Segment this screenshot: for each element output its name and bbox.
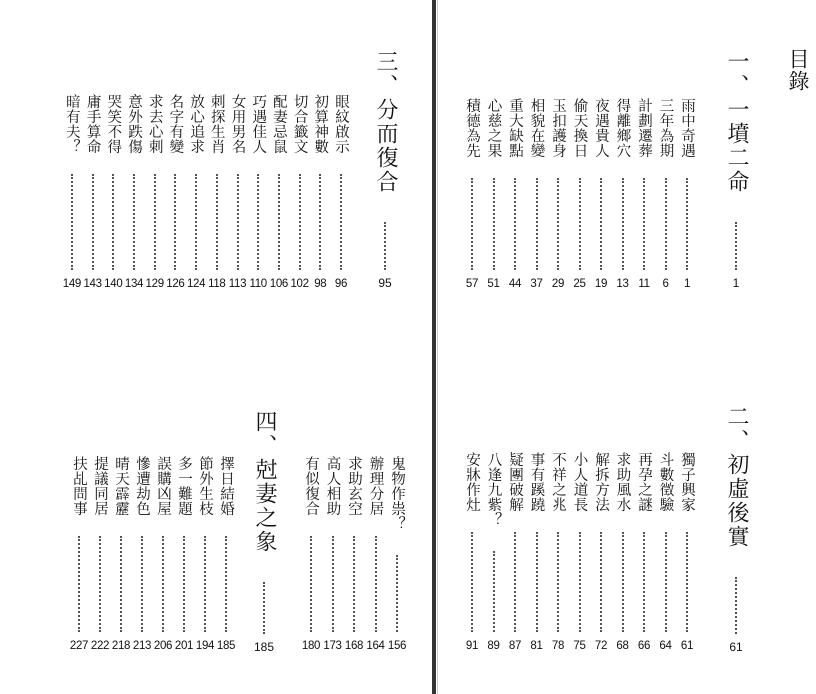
entry-page-number: 13 — [616, 278, 629, 290]
entry-page-number: 6 — [662, 278, 669, 290]
toc-entry — [249, 94, 267, 292]
entry-title: 求助玄空 — [346, 456, 362, 517]
leader-dots — [493, 551, 495, 632]
toc-entry — [196, 456, 214, 654]
toc-entry — [549, 452, 567, 654]
leader-dots — [319, 174, 321, 270]
leader-dots — [237, 174, 239, 270]
entry-title: 哭笑不得 — [105, 94, 122, 155]
entry-title: 小人道長 — [571, 452, 588, 513]
toc-entry — [70, 456, 88, 654]
toc-entry — [571, 452, 589, 654]
leader-dots — [493, 178, 495, 270]
entry-title: 配妻忌鼠 — [270, 94, 287, 155]
entry-page-number: 113 — [228, 278, 247, 290]
entry-title: 玉扣護身 — [550, 98, 566, 159]
section-heading — [723, 50, 749, 292]
toc-entry — [166, 94, 184, 292]
leader-dots — [384, 222, 386, 270]
entry-page-number: 64 — [659, 640, 672, 652]
section-page-number: 1 — [732, 276, 740, 290]
entry-page-number: 143 — [83, 278, 102, 290]
toc-entry — [571, 98, 589, 292]
toc-entry — [506, 452, 524, 654]
leader-dots — [71, 174, 73, 270]
toc-entry — [678, 452, 696, 654]
entry-page-number: 201 — [174, 640, 194, 652]
toc-entry — [270, 94, 288, 292]
entry-page-number: 206 — [153, 640, 173, 652]
leader-dots — [536, 532, 538, 632]
toc-entry — [229, 94, 247, 292]
section-page-number: 95 — [378, 276, 392, 290]
toc-entry — [154, 456, 172, 654]
entry-page-number: 57 — [465, 278, 479, 290]
entry-page-number: 124 — [186, 278, 206, 290]
entry-title: 扶乩問事 — [71, 456, 87, 517]
entry-title: 再孕之謎 — [636, 452, 652, 513]
section-heading — [251, 410, 277, 656]
entry-title: 意外跌傷 — [126, 94, 142, 155]
section-heading — [372, 50, 398, 292]
leader-dots — [514, 532, 516, 632]
entry-title: 不祥之兆 — [550, 452, 566, 513]
leader-dots — [353, 536, 355, 632]
leader-dots — [278, 174, 280, 270]
entry-page-number: 156 — [387, 640, 407, 652]
entry-title: 積德為先 — [464, 98, 480, 159]
leader-dots — [600, 178, 602, 270]
leader-dots — [686, 532, 688, 632]
section-title: 二、初虛後實 — [724, 405, 749, 549]
toc-entry — [485, 98, 503, 292]
entry-title: 安牀作灶 — [464, 452, 480, 513]
entry-title: 誤購凶屋 — [155, 456, 171, 517]
leader-dots — [299, 174, 301, 270]
leader-dots — [195, 174, 197, 270]
entry-page-number: 134 — [124, 278, 144, 290]
entry-page-number: 29 — [551, 278, 565, 290]
toc-entry — [592, 98, 610, 292]
leader-dots — [112, 174, 114, 270]
toc-entry — [84, 94, 102, 292]
leader-dots — [471, 178, 473, 270]
toc-entry — [506, 98, 524, 292]
toc-entry — [367, 456, 385, 654]
entry-title: 刺探生肖 — [208, 94, 225, 155]
entry-title: 三年為期 — [657, 98, 674, 159]
entry-title: 晴天霹靂 — [113, 456, 129, 517]
entry-title: 心慈之果 — [485, 98, 502, 159]
toc-entry — [91, 456, 109, 654]
leader-dots — [162, 536, 164, 632]
entry-title: 女用男名 — [229, 94, 246, 155]
toc-title: 目錄 — [786, 48, 810, 92]
entry-title: 解拆方法 — [593, 452, 609, 513]
entry-title: 雨中奇遇 — [679, 98, 695, 159]
leader-dots — [183, 536, 185, 632]
entry-title: 計劃遷葬 — [636, 98, 652, 159]
leader-dots — [174, 174, 176, 270]
leader-dots — [536, 178, 538, 270]
entry-page-number: 213 — [132, 640, 152, 652]
leader-dots — [643, 532, 645, 632]
entry-page-number: 91 — [465, 640, 479, 652]
leader-dots — [133, 174, 135, 270]
leader-dots — [622, 532, 624, 632]
entry-title: 慘遭劫色 — [134, 456, 150, 517]
entry-title: 放心追求 — [188, 94, 205, 155]
leader-dots — [257, 174, 259, 270]
leader-dots — [579, 178, 581, 270]
entry-page-number: 89 — [487, 640, 500, 652]
entry-page-number: 129 — [145, 278, 164, 290]
toc-entry — [388, 456, 406, 654]
entry-page-number: 78 — [551, 640, 565, 652]
leader-dots — [225, 536, 227, 632]
entry-title: 巧遇佳人 — [250, 94, 267, 155]
entry-title: 求去心刺 — [146, 94, 163, 155]
entry-page-number: 72 — [594, 640, 608, 652]
leader-dots — [120, 536, 122, 632]
toc-entry — [485, 452, 503, 654]
entry-page-number: 194 — [195, 640, 215, 652]
entry-page-number: 75 — [573, 640, 586, 652]
leader-dots — [310, 536, 312, 632]
leader-dots — [622, 178, 624, 270]
toc-entry — [549, 98, 567, 292]
section-page-number: 185 — [253, 640, 275, 654]
toc-entry — [463, 452, 481, 654]
toc-entry — [657, 452, 675, 654]
entry-page-number: 1 — [683, 278, 691, 290]
toc-entry — [217, 456, 235, 654]
section-title: 一、一墳二命 — [724, 50, 749, 194]
leader-dots — [216, 174, 218, 270]
entry-page-number: 168 — [344, 640, 364, 652]
entry-page-number: 180 — [301, 640, 321, 652]
leader-dots — [154, 174, 156, 270]
toc-entry — [528, 452, 546, 654]
toc-entry — [345, 456, 363, 654]
section-title: 三、分而復合 — [373, 50, 398, 194]
entry-title: 初算神數 — [312, 94, 329, 155]
entry-title: 節外生枝 — [197, 456, 213, 517]
entry-page-number: 227 — [69, 640, 89, 652]
toc-entry — [112, 456, 130, 654]
entry-title: 切合籤文 — [291, 94, 308, 155]
leader-dots — [375, 536, 377, 632]
section-page-number: 61 — [729, 640, 743, 654]
entry-page-number: 66 — [637, 640, 651, 652]
entry-page-number: 218 — [111, 640, 131, 652]
entry-page-number: 81 — [530, 640, 543, 652]
entry-page-number: 164 — [366, 640, 385, 652]
entry-page-number: 173 — [323, 640, 342, 652]
toc-entry — [175, 456, 193, 654]
entry-title: 提議同居 — [92, 456, 108, 517]
entry-title: 得離鄉穴 — [614, 98, 631, 159]
entry-page-number: 102 — [290, 278, 309, 290]
entry-title: 求助風水 — [614, 452, 631, 513]
leader-dots — [396, 555, 398, 632]
entry-title: 斗數徵驗 — [657, 452, 674, 513]
entry-page-number: 222 — [90, 640, 110, 652]
entry-page-number: 44 — [508, 278, 522, 290]
entry-title: 多一難題 — [176, 456, 192, 517]
entry-page-number: 110 — [249, 278, 267, 290]
leader-dots — [665, 532, 667, 632]
section-heading — [723, 405, 749, 656]
entry-page-number: 51 — [487, 278, 500, 290]
toc-entry — [635, 98, 653, 292]
toc-entry — [133, 456, 151, 654]
entry-title: 高人相助 — [324, 456, 341, 517]
entry-page-number: 106 — [269, 278, 289, 290]
leader-dots — [579, 532, 581, 632]
leader-dots — [78, 536, 80, 632]
entry-title: 相貌在變 — [528, 98, 545, 159]
toc-entry — [678, 98, 696, 292]
entry-title: 擇日結婚 — [218, 456, 234, 517]
toc-entry — [528, 98, 546, 292]
leader-dots — [735, 222, 737, 270]
entry-title: 庸手算命 — [84, 94, 101, 155]
entry-title: 獨子興家 — [679, 452, 695, 513]
toc-entry — [104, 94, 122, 292]
entry-page-number: 61 — [680, 640, 694, 652]
book-spine — [432, 0, 436, 694]
entry-page-number: 11 — [638, 278, 650, 290]
entry-page-number: 68 — [616, 640, 629, 652]
leader-dots — [92, 174, 94, 270]
entry-page-number: 149 — [62, 278, 82, 290]
entry-title: 疑團破解 — [507, 452, 523, 513]
entry-page-number: 25 — [573, 278, 586, 290]
toc-entry — [208, 94, 226, 292]
entry-page-number: 140 — [104, 278, 123, 290]
leader-dots — [600, 532, 602, 632]
entry-page-number: 185 — [216, 640, 236, 652]
toc-entry — [125, 94, 143, 292]
toc-entry — [463, 98, 481, 292]
leader-dots — [141, 536, 143, 632]
entry-title: 辦理分居 — [367, 456, 384, 517]
leader-dots — [735, 577, 737, 634]
leader-dots — [643, 178, 645, 270]
leader-dots — [332, 536, 334, 632]
leader-dots — [340, 174, 342, 270]
section-title: 四、尅妻之象 — [252, 410, 277, 554]
entry-title: 夜遇貴人 — [593, 98, 609, 159]
entry-page-number: 118 — [208, 278, 226, 290]
toc-entry — [146, 94, 164, 292]
leader-dots — [204, 536, 206, 632]
entry-title: 暗有夫？ — [63, 94, 80, 155]
entry-page-number: 96 — [334, 278, 348, 290]
entry-title: 眼紋啟示 — [333, 94, 349, 155]
leader-dots — [99, 536, 101, 632]
leader-dots — [686, 178, 688, 270]
leader-dots — [514, 178, 516, 270]
leader-dots — [263, 582, 265, 634]
leader-dots — [665, 178, 667, 270]
toc-entry — [332, 94, 350, 292]
entry-page-number: 37 — [530, 278, 543, 290]
toc-entry — [324, 456, 342, 654]
toc-entry — [614, 98, 632, 292]
entry-page-number: 87 — [508, 640, 522, 652]
toc-entry — [614, 452, 632, 654]
toc-entry — [592, 452, 610, 654]
toc-entry — [657, 98, 675, 292]
entry-page-number: 126 — [166, 278, 185, 290]
entry-page-number: 19 — [594, 278, 608, 290]
leader-dots — [557, 178, 559, 270]
toc-entry — [63, 94, 81, 292]
entry-title: 八逢九紫？ — [485, 452, 502, 528]
toc-entry — [187, 94, 205, 292]
entry-title: 重大缺點 — [507, 98, 523, 159]
leader-dots — [471, 532, 473, 632]
entry-title: 偷天換日 — [571, 98, 588, 159]
entry-title: 名字有變 — [167, 94, 184, 155]
toc-entry — [311, 94, 329, 292]
toc-entry — [635, 452, 653, 654]
entry-title: 鬼物作祟？ — [389, 456, 405, 532]
toc-entry — [302, 456, 320, 654]
entry-page-number: 98 — [314, 278, 327, 290]
entry-title: 有似復合 — [303, 456, 319, 517]
entry-title: 事有蹊蹺 — [528, 452, 545, 513]
leader-dots — [557, 532, 559, 632]
toc-entry — [291, 94, 309, 292]
